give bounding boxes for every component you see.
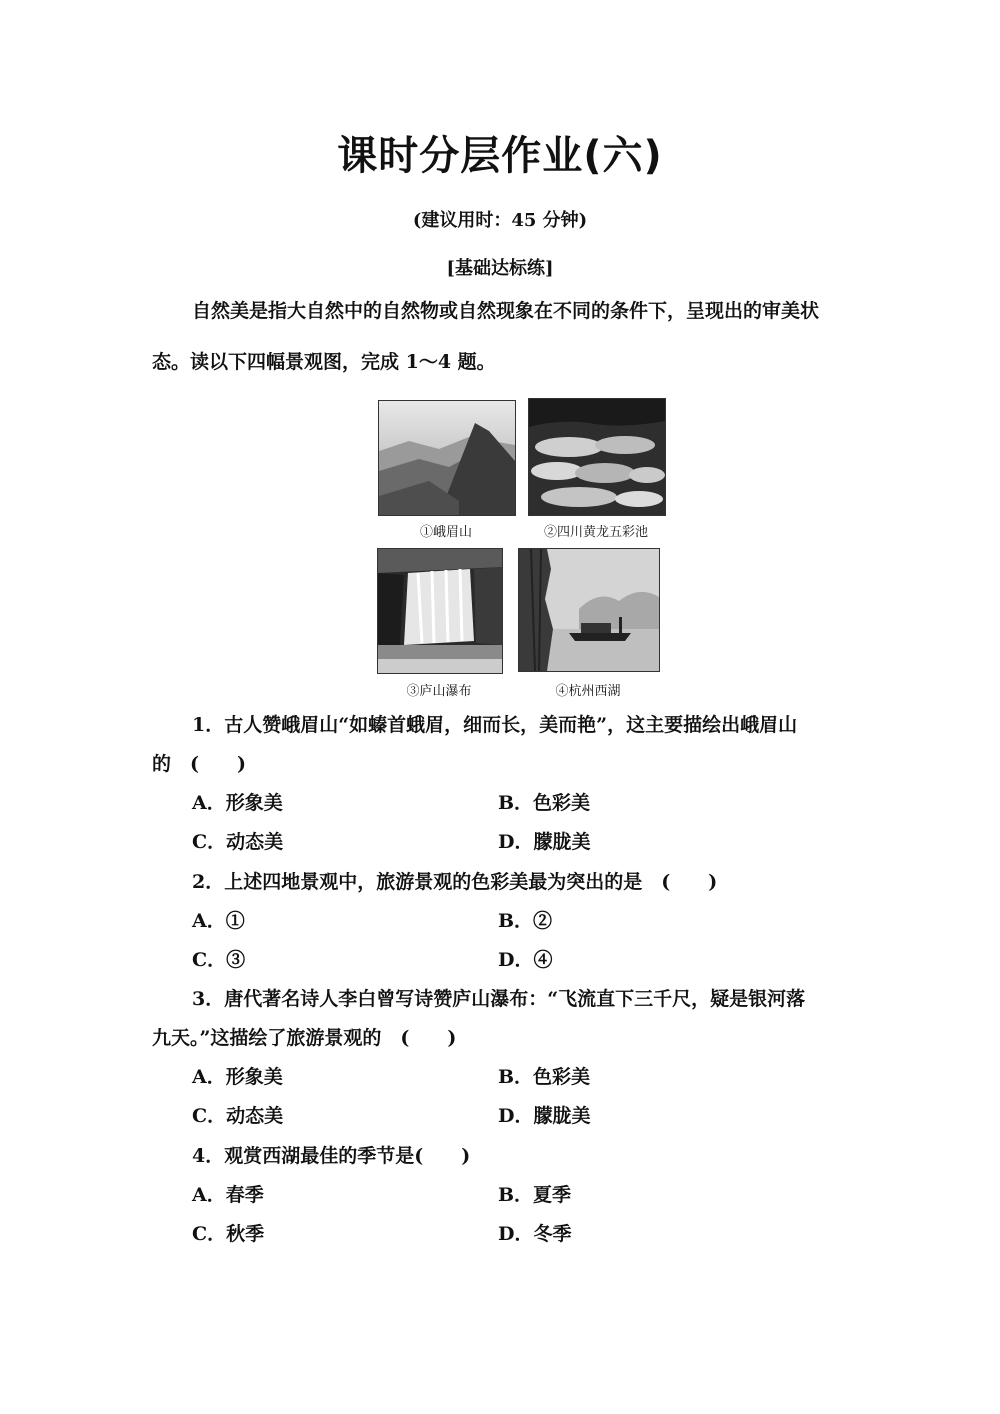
figure-caption: ③庐山瀑布 [406,684,472,699]
figure-caption: ①峨眉山 [419,525,472,540]
question-3-stem: 3．唐代著名诗人李白曾写诗赞庐山瀑布：“飞流直下三千尺，疑是银河落 [192,988,806,1010]
question-3-stem-cont: 九天。”这描绘了旅游景观的 ( ) [152,1027,457,1049]
question-3-option-b: B．色彩美 [498,1066,591,1088]
figure-west-lake-image [518,548,660,672]
question-1-option-d: D．朦胧美 [498,831,591,853]
question-2-option-d: D．④ [498,949,553,971]
question-2-stem: 2．上述四地景观中，旅游景观的色彩美最为突出的是 ( ) [192,871,718,893]
question-2-option-a: A．① [192,910,245,932]
question-1-stem-cont: 的 ( ) [152,753,246,775]
question-1-stem: 1．古人赞峨眉山“如螓首蛾眉，细而长，美而艳”，这主要描绘出峨眉山 [192,714,798,736]
intro-line-1: 自然美是指大自然中的自然物或自然现象在不同的条件下，呈现出的审美状 [192,300,820,322]
waterfall-photo-icon [378,549,502,673]
question-3-option-c: C．动态美 [192,1105,284,1127]
page-title: 课时分层作业(六) [337,133,663,179]
question-4-option-c: C．秋季 [192,1223,265,1245]
figure-huanglong-image [528,398,666,516]
question-1-option-c: C．动态美 [192,831,284,853]
figure-lushan-waterfall-image [377,548,503,674]
question-1-option-a: A．形象美 [192,792,283,814]
question-1-option-b: B．色彩美 [498,792,591,814]
figure-caption: ④杭州西湖 [555,684,621,699]
question-4-option-b: B．夏季 [498,1184,572,1206]
question-3-option-a: A．形象美 [192,1066,283,1088]
figure-caption: ②四川黄龙五彩池 [543,525,648,540]
lake-boat-photo-icon [519,549,659,671]
mountain-photo-icon [379,401,515,515]
question-4-option-d: D．冬季 [498,1223,572,1245]
suggested-time: (建议用时：45 分钟) [412,210,588,231]
question-2-option-b: B．② [498,910,553,932]
figure-emeishan-image [378,400,516,516]
terraced-pools-photo-icon [529,399,665,515]
question-3-option-d: D．朦胧美 [498,1105,591,1127]
section-heading: [基础达标练] [446,258,554,279]
question-4-option-a: A．春季 [192,1184,264,1206]
intro-line-2: 态。读以下四幅景观图，完成 1～4 题。 [152,351,496,373]
question-2-option-c: C．③ [192,949,246,971]
question-4-stem: 4．观赏西湖最佳的季节是( ) [192,1145,471,1167]
